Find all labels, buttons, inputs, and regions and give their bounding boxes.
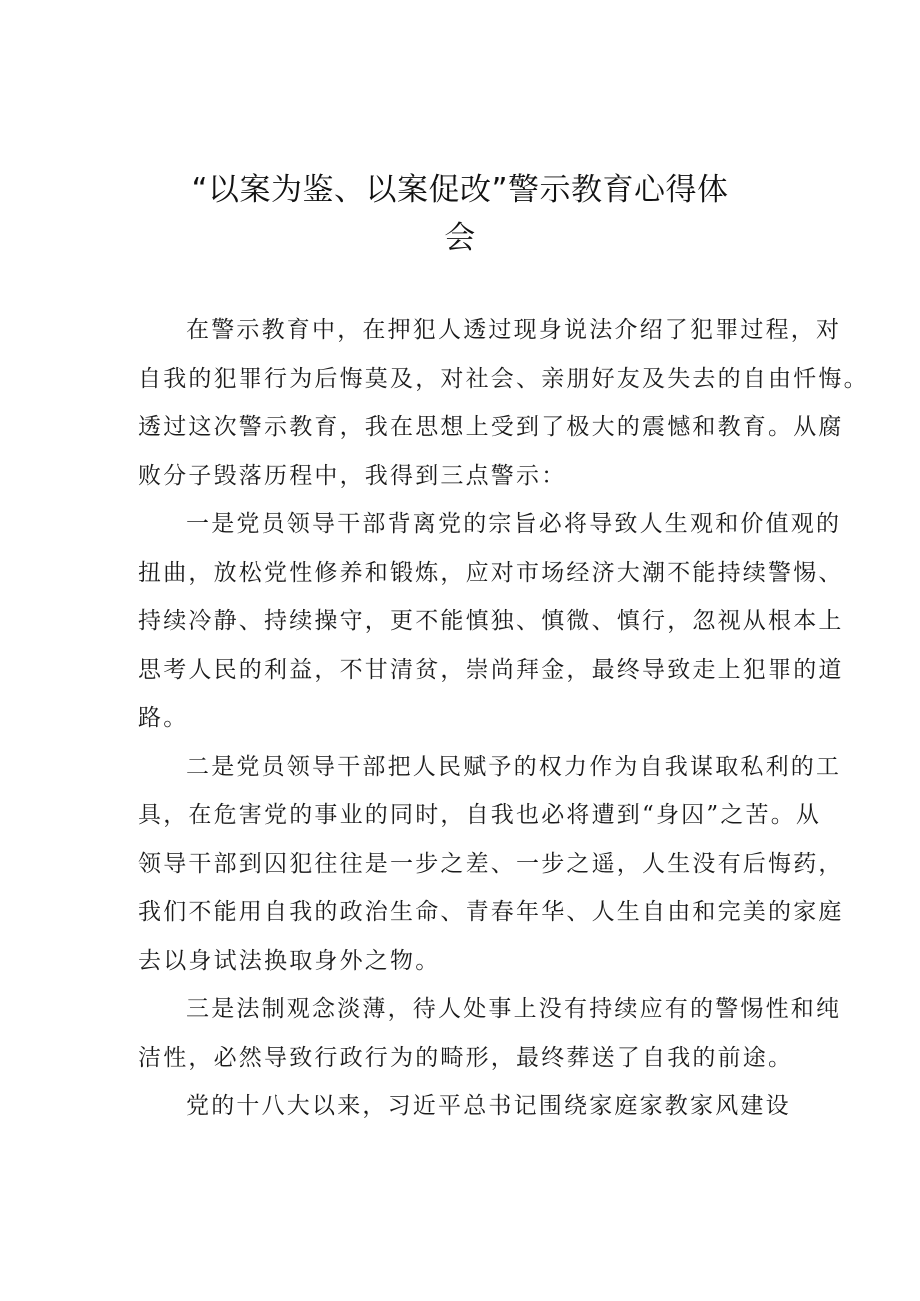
paragraph-point-three — [138, 985, 842, 1082]
text-line: 我们不能用自我的政治生命、青春年华、人生自由和完美的家庭 — [138, 899, 844, 925]
text-line: 党的十八大以来，习近平总书记围绕家庭家教家风建设 — [186, 1093, 791, 1119]
paragraph-intro — [138, 306, 869, 500]
title-line-2: 会 — [444, 220, 476, 256]
paragraph-point-two — [138, 743, 844, 986]
document-body — [138, 306, 869, 1131]
text-line: 路。 — [138, 705, 189, 731]
text-line: 具，在危害党的事业的同时，自我也必将遭到“身囚”之苦。从 — [138, 802, 822, 828]
title-line-1: “以案为鉴、以案促改”警示教育心得体 — [191, 172, 729, 208]
text-line: 自我的犯罪行为后悔莫及，对社会、亲朋好友及失去的自由忏悔。 — [138, 365, 869, 392]
paragraph-closing — [138, 1082, 794, 1131]
text-line: 持续冷静、持续操守，更不能慎独、慎微、慎行，忽视从根本上 — [138, 608, 844, 634]
text-line: 透过这次警示教育，我在思想上受到了极大的震憾和教育。从腐 — [138, 414, 844, 440]
text-line: 二是党员领导干部把人民赋予的权力作为自我谋取私利的工 — [186, 753, 842, 780]
text-line: 败分子毁落历程中，我得到三点警示： — [138, 462, 567, 489]
text-line: 三是法制观念淡薄，待人处事上没有持续应有的警惕性和纯 — [186, 996, 842, 1022]
text-line: 在警示教育中，在押犯人透过现身说法介绍了犯罪过程，对 — [186, 317, 842, 343]
text-line: 领导干部到囚犯往往是一步之差、一步之遥，人生没有后悔药， — [138, 850, 844, 877]
text-line: 洁性，必然导致行政行为的畸形，最终葬送了自我的前途。 — [138, 1044, 794, 1071]
text-line: 思考人民的利益，不甘清贫，崇尚拜金，最终导致走上犯罪的道 — [138, 656, 844, 683]
document-title — [150, 166, 770, 262]
text-line: 扭曲，放松党性修养和锻炼，应对市场经济大潮不能持续警惕、 — [138, 559, 844, 586]
text-line: 一是党员领导干部背离党的宗旨必将导致人生观和价值观的 — [186, 511, 842, 537]
paragraph-point-one — [138, 500, 844, 743]
text-line: 去以身试法换取身外之物。 — [138, 947, 441, 974]
